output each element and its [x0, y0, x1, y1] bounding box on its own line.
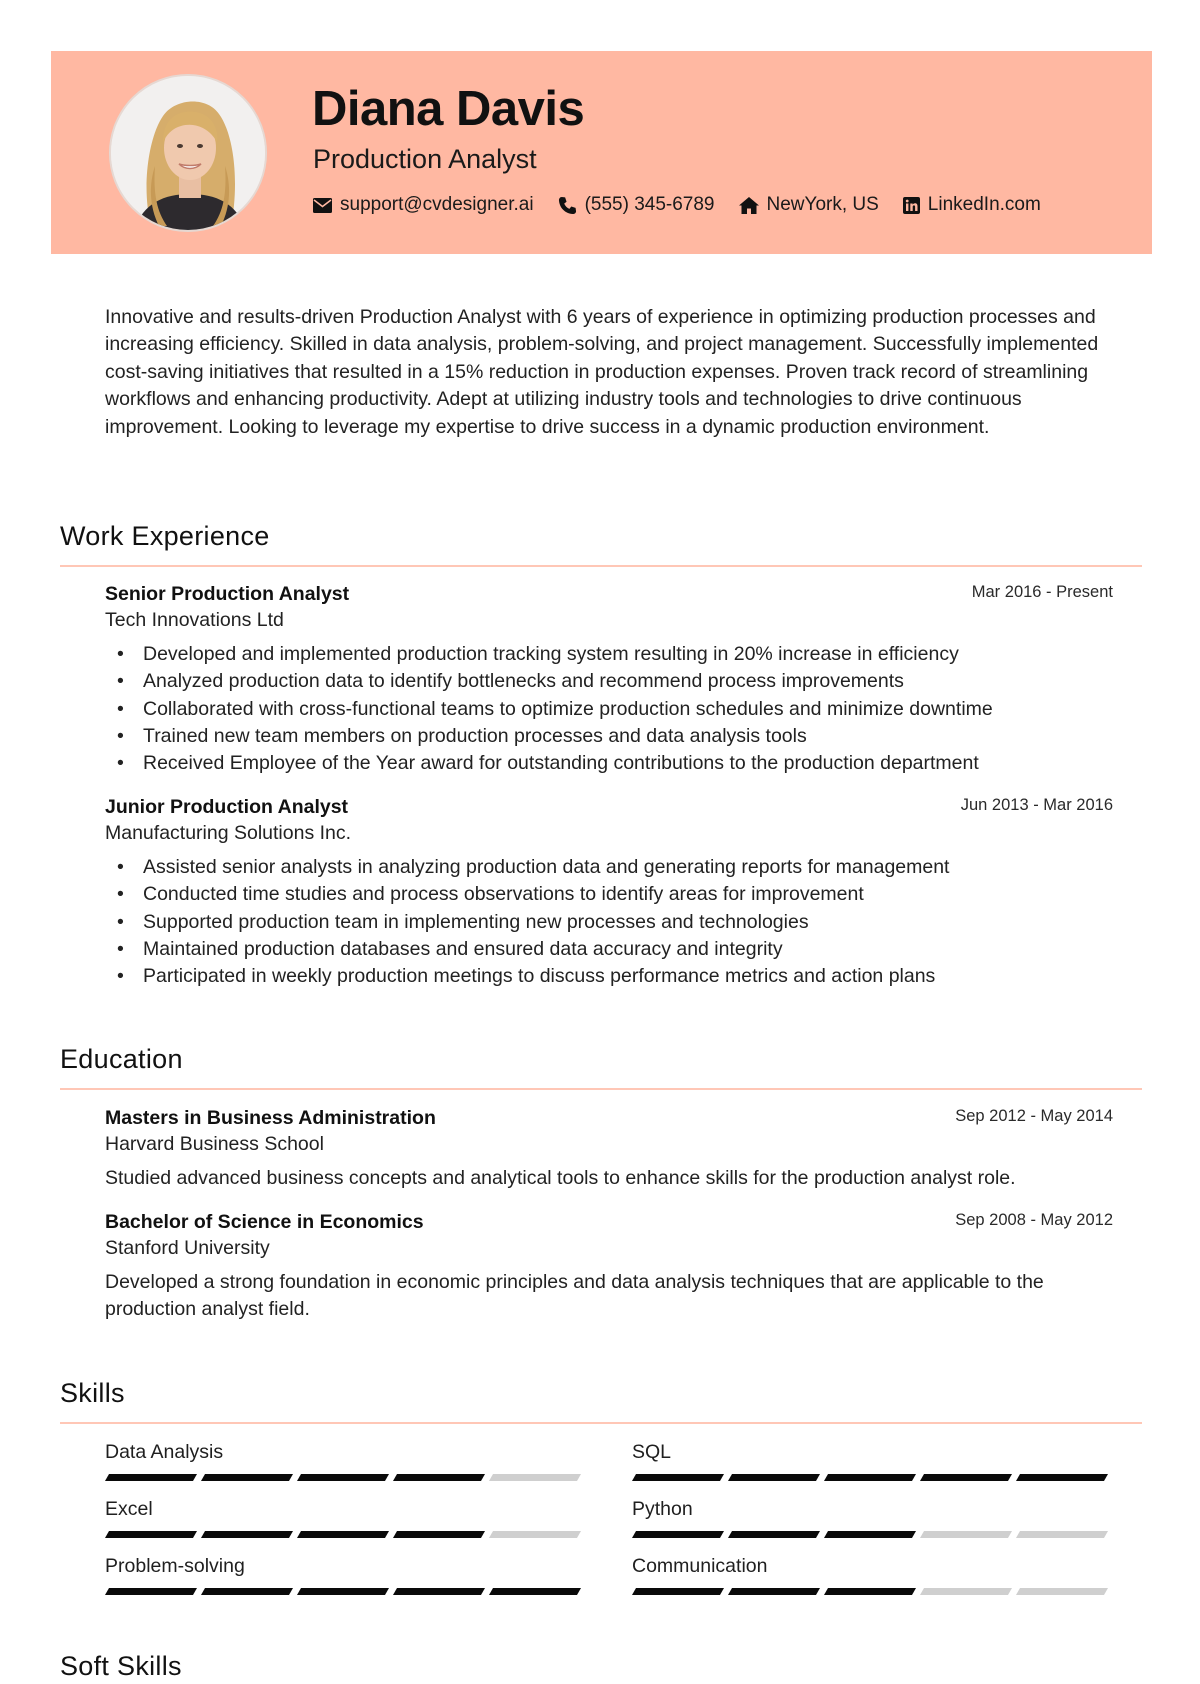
skill-segment-filled: [728, 1531, 820, 1538]
job-bullet: • Participated in weekly production meetings to discuss performance metrics and action plans: [105, 963, 1113, 990]
skill-segment-filled: [632, 1474, 724, 1481]
skill-segment-filled: [393, 1474, 485, 1481]
contact-email[interactable]: [313, 194, 534, 216]
skill-segment-filled: [632, 1588, 724, 1595]
skill-item: [632, 1496, 1112, 1538]
school-name: Stanford University: [105, 1237, 270, 1259]
profile-summary: Innovative and results-driven Production Analyst with 6 years of experience in optimizing production processes and increasing efficiency. Skilled in data analysis, problem-solving, and project management. Successfully implemented cost-saving initiatives that resulted in a 15% reduction in production expenses. Proven track record of streamlining workflows and enhancing productivity. Adept at utilizing industry tools and technologies to drive continuous improvement. Looking to leverage my expertise to drive success in a dynamic production environment.: [105, 306, 1099, 438]
linkedin-text: LinkedIn.com: [927, 194, 1041, 215]
job-bullets: [105, 641, 1113, 777]
job-dates: Mar 2016 - Present: [971, 583, 1113, 601]
job-bullet: • Received Employee of the Year award for outstanding contributions to the production department: [105, 750, 1113, 777]
skill-level-bar: [105, 1588, 585, 1595]
envelope-icon: [313, 198, 332, 213]
education-entry: [105, 1105, 1113, 1192]
job-bullets: [105, 854, 1113, 990]
skill-segment-filled: [1016, 1474, 1108, 1481]
job-dates: Jun 2013 - Mar 2016: [960, 796, 1113, 814]
skill-segment-filled: [393, 1531, 485, 1538]
skill-segment-filled: [105, 1531, 197, 1538]
skill-segment-empty: [489, 1474, 581, 1481]
work-experience-divider: [60, 565, 1142, 567]
skill-segment-filled: [632, 1531, 724, 1538]
skill-segment-filled: [824, 1531, 916, 1538]
school-name: Harvard Business School: [105, 1133, 324, 1155]
home-icon: [739, 197, 759, 214]
degree-title: Masters in Business Administration: [105, 1107, 436, 1129]
skill-name: Communication: [632, 1555, 768, 1577]
job-title: Senior Production Analyst: [105, 583, 350, 605]
skill-segment-filled: [201, 1474, 293, 1481]
education-description: Developed a strong foundation in economic principles and data analysis techniques that are applicable to the production analyst field.: [105, 1271, 1044, 1321]
job-bullet: • Maintained production databases and ensured data accuracy and integrity: [105, 936, 1113, 963]
job-bullet: • Supported production team in implementing new processes and technologies: [105, 909, 1113, 936]
phone-text: (555) 345-6789: [584, 194, 715, 215]
soft-skills-heading: Soft Skills: [60, 1651, 182, 1681]
linkedin-icon: [903, 197, 920, 214]
education-heading: Education: [60, 1044, 183, 1074]
job-bullet: • Developed and implemented production tracking system resulting in 20% increase in efficiency: [105, 641, 1113, 668]
resume-header: [51, 51, 1152, 254]
education-description: Studied advanced business concepts and analytical tools to enhance skills for the production analyst role.: [105, 1167, 1016, 1189]
skill-item: [632, 1553, 1112, 1595]
contact-row: [313, 191, 1041, 219]
job-company: Tech Innovations Ltd: [105, 609, 284, 631]
skill-item: [105, 1439, 585, 1481]
skill-level-bar: [632, 1588, 1112, 1595]
skill-segment-filled: [920, 1474, 1012, 1481]
skill-segment-empty: [489, 1531, 581, 1538]
skill-item: [105, 1553, 585, 1595]
job-bullet: • Analyzed production data to identify bottlenecks and recommend process improvements: [105, 668, 1113, 695]
location-text: NewYork, US: [766, 194, 879, 215]
contact-linkedin[interactable]: [903, 194, 1041, 216]
skill-level-bar: [632, 1531, 1112, 1538]
work-experience-heading: Work Experience: [60, 521, 270, 551]
skill-segment-filled: [297, 1588, 389, 1595]
skill-segment-filled: [728, 1474, 820, 1481]
job-bullet: • Collaborated with cross-functional teams to optimize production schedules and minimize downtime: [105, 696, 1113, 723]
degree-title: Bachelor of Science in Economics: [105, 1211, 424, 1233]
education-entry: [105, 1209, 1113, 1324]
skills-heading: Skills: [60, 1378, 125, 1408]
skill-segment-filled: [393, 1588, 485, 1595]
skill-segment-filled: [824, 1474, 916, 1481]
skills-divider: [60, 1422, 1142, 1424]
candidate-name: Diana Davis: [312, 82, 585, 136]
skill-segment-empty: [1016, 1531, 1108, 1538]
skill-level-bar: [105, 1474, 585, 1481]
avatar-photo-icon: [111, 76, 267, 232]
skill-level-bar: [105, 1531, 585, 1538]
contact-phone[interactable]: [558, 194, 715, 216]
job-bullet: • Trained new team members on production processes and data analysis tools: [105, 723, 1113, 750]
skill-segment-filled: [297, 1531, 389, 1538]
job-title: Junior Production Analyst: [105, 796, 349, 818]
profile-photo: [109, 74, 267, 232]
job-bullet: • Assisted senior analysts in analyzing production data and generating reports for management: [105, 854, 1113, 881]
skill-level-bar: [632, 1474, 1112, 1481]
job-bullet: • Conducted time studies and process observations to identify areas for improvement: [105, 881, 1113, 908]
education-dates: Sep 2008 - May 2012: [955, 1211, 1113, 1229]
job-company: Manufacturing Solutions Inc.: [105, 822, 352, 844]
skill-item: [632, 1439, 1112, 1481]
skill-name: Python: [632, 1498, 693, 1520]
skill-segment-empty: [920, 1588, 1012, 1595]
skill-segment-filled: [201, 1588, 293, 1595]
phone-icon: [558, 196, 577, 215]
job-entry: [105, 581, 1113, 777]
education-divider: [60, 1088, 1142, 1090]
candidate-title: Production Analyst: [313, 144, 537, 174]
skill-segment-filled: [489, 1588, 581, 1595]
skill-item: [105, 1496, 585, 1538]
skill-segment-filled: [728, 1588, 820, 1595]
skill-name: Excel: [105, 1498, 153, 1520]
skill-segment-filled: [824, 1588, 916, 1595]
education-dates: Sep 2012 - May 2014: [955, 1107, 1113, 1125]
skill-segment-empty: [1016, 1588, 1108, 1595]
skill-name: SQL: [632, 1441, 672, 1463]
skill-segment-empty: [920, 1531, 1012, 1538]
skill-segment-filled: [105, 1588, 197, 1595]
skill-name: Problem-solving: [105, 1555, 245, 1577]
contact-location: [739, 194, 879, 216]
skill-segment-filled: [105, 1474, 197, 1481]
skill-segment-filled: [297, 1474, 389, 1481]
skill-segment-filled: [201, 1531, 293, 1538]
skill-name: Data Analysis: [105, 1441, 224, 1463]
email-text: support@cvdesigner.ai: [340, 194, 534, 215]
job-entry: [105, 794, 1113, 990]
